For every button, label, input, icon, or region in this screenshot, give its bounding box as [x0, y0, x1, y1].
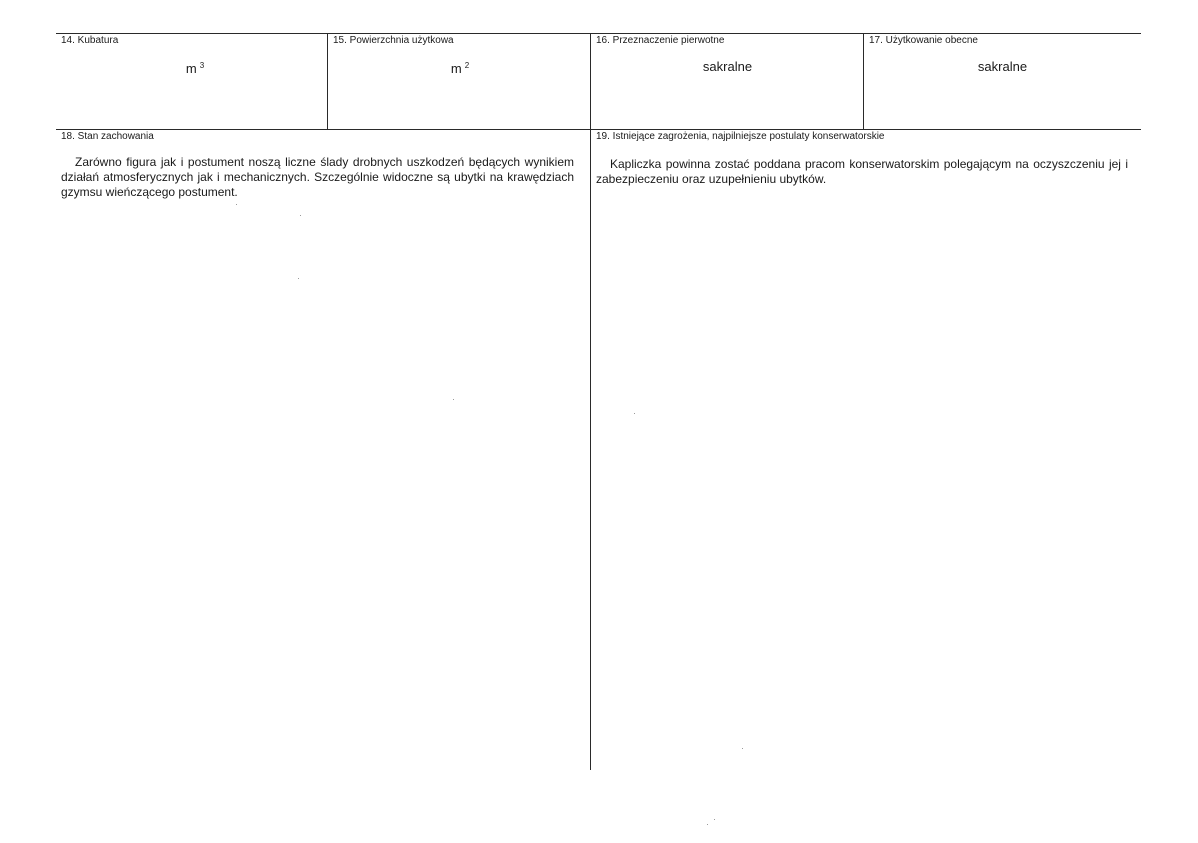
field-14-unit-base: m — [185, 61, 197, 76]
field-19-text-content: Kapliczka powinna zostać poddana pracom konserwatorskim polegającym na oczyszczeniu jej i zabezpieczeniu oraz uzupełnieniu ubytków. — [596, 157, 1128, 186]
field-18-label: 18. Stan zachowania — [61, 131, 154, 142]
field-17-value: sakralne — [977, 59, 1028, 74]
scan-speck — [742, 748, 743, 749]
scan-speck — [634, 413, 635, 414]
scan-speck — [236, 204, 237, 205]
field-14-unit-exponent: 3 — [199, 61, 205, 70]
field-18-text-content: Zarówno figura jak i postument noszą liczne ślady drobnych uszkodzeń będących wynikiem działań atmosferycznych jak i mechanicznych. Szczególnie widoczne są ubytki na krawędziach gzymsu wieńczącego postument. — [61, 155, 574, 199]
scan-speck — [298, 278, 299, 279]
scan-speck — [300, 215, 301, 216]
scan-speck — [453, 399, 454, 400]
field-14-label: 14. Kubatura — [61, 35, 119, 46]
divider-16-17 — [863, 33, 864, 130]
field-19-label: 19. Istniejące zagrożenia, najpilniejsze postulaty konserwatorskie — [596, 131, 885, 142]
field-16-label: 16. Przeznaczenie pierwotne — [596, 35, 725, 46]
field-15-unit-exponent: 2 — [464, 61, 470, 70]
divider-main — [590, 33, 591, 770]
field-15-label: 15. Powierzchnia użytkowa — [333, 35, 454, 46]
divider-14-15 — [327, 33, 328, 130]
scan-speck — [714, 819, 715, 820]
field-16-value: sakralne — [702, 59, 753, 74]
top-rule — [56, 33, 1141, 34]
field-14-unit — [150, 58, 240, 76]
field-18-text — [61, 155, 574, 200]
field-15-unit — [415, 58, 505, 76]
field-15-unit-base: m — [450, 61, 462, 76]
middle-rule — [56, 129, 1141, 130]
scan-speck — [707, 824, 708, 825]
field-19-text — [596, 157, 1128, 187]
field-17-label: 17. Użytkowanie obecne — [869, 35, 978, 46]
